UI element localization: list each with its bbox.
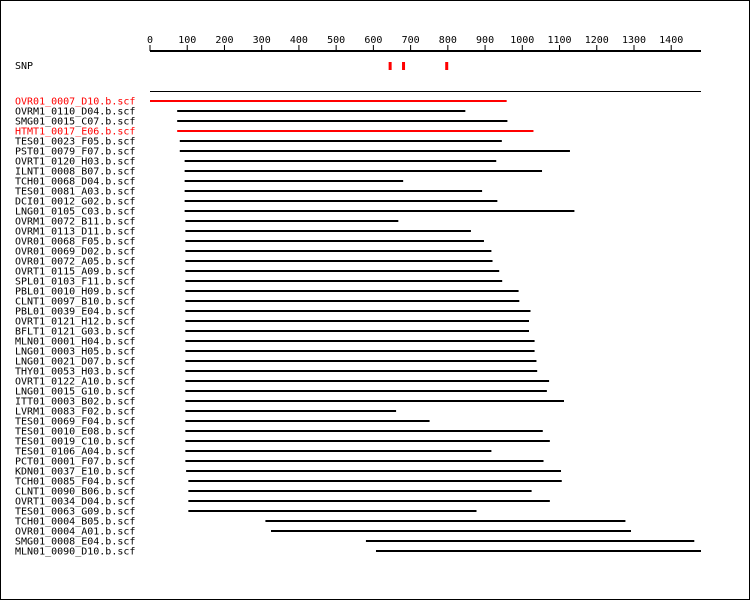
axis-tick-label: 100 (178, 35, 197, 46)
read-label: OVR01_0072_A05.b.scf (15, 256, 136, 268)
read-label: OVR01_0004_A01.b.scf (15, 526, 136, 538)
snp-marker (389, 62, 392, 70)
read-label: TES01_0063_G09.b.scf (15, 506, 136, 518)
read-label: MLN01_0090_D10.b.scf (15, 546, 136, 558)
read-label: TES01_0106_A04.b.scf (15, 446, 136, 458)
read-label: HTMT1_0017_E06.b.scf (15, 126, 136, 138)
read-label: SPL01_0103_F11.b.scf (15, 276, 136, 288)
axis-tick-label: 1300 (621, 35, 647, 46)
read-label: OVR01_0068_F05.b.scf (15, 236, 136, 248)
read-label: OVRM1_0110_D04.b.scf (15, 106, 136, 118)
read-label: OVRT1_0121_H12.b.scf (15, 316, 136, 328)
read-label: OVRT1_0122_A10.b.scf (15, 376, 136, 388)
read-label: CLNT1_0097_B10.b.scf (15, 296, 136, 308)
read-label: TES01_0081_A03.b.scf (15, 186, 136, 198)
snp-track (15, 61, 448, 72)
read-label: LNG01_0021_D07.b.scf (15, 356, 136, 368)
read-list (15, 97, 701, 558)
read-label: TCH01_0085_F04.b.scf (15, 476, 136, 488)
axis-tick-label: 300 (252, 35, 271, 46)
read-label: ITT01_0003_B02.b.scf (15, 396, 136, 408)
read-label: SMG01_0015_C07.b.scf (15, 116, 136, 128)
read-label: OVRT1_0115_A09.b.scf (15, 266, 136, 278)
read-label: TES01_0019_C10.b.scf (15, 436, 136, 448)
read-label: MLN01_0001_H04.b.scf (15, 336, 136, 348)
axis-tick-label: 500 (327, 35, 346, 46)
position-axis (147, 35, 701, 51)
read-label: OVR01_0069_D02.b.scf (15, 246, 136, 258)
read-label: LNG01_0105_C03.b.scf (15, 206, 136, 218)
read-label: OVRT1_0120_H03.b.scf (15, 156, 136, 168)
axis-tick-label: 1400 (659, 35, 684, 46)
read-label: TES01_0010_E08.b.scf (15, 426, 136, 438)
read-label: PST01_0079_F07.b.scf (15, 146, 136, 158)
read-alignment-chart (1, 1, 749, 599)
axis-tick-label: 600 (364, 35, 383, 46)
read-label: OVR01_0007_D10.b.scf (15, 96, 136, 108)
read-row (15, 547, 701, 558)
read-label: TCH01_0068_D04.b.scf (15, 176, 136, 188)
read-label: BFLT1_0121_G03.b.scf (15, 326, 136, 338)
axis-tick-label: 1100 (547, 35, 572, 46)
read-label: KDN01_0037_E10.b.scf (15, 466, 136, 478)
read-label: CLNT1_0090_B06.b.scf (15, 486, 136, 498)
read-label: PBL01_0039_E04.b.scf (15, 306, 136, 318)
read-label: PCT01_0001_F07.b.scf (15, 456, 136, 468)
axis-tick-label: 800 (438, 35, 457, 46)
read-label: TCH01_0004_B05.b.scf (15, 516, 136, 528)
read-label: TES01_0023_F05.b.scf (15, 136, 136, 148)
read-label: PBL01_0010_H09.b.scf (15, 286, 136, 298)
axis-tick-label: 0 (146, 35, 154, 46)
axis-tick-label: 200 (215, 35, 234, 46)
read-label: THY01_0053_H03.b.scf (15, 366, 136, 378)
read-label: TES01_0069_F04.b.scf (15, 416, 136, 428)
read-label: LNG01_0015_G10.b.scf (15, 386, 136, 398)
read-label: OVRM1_0072_B11.b.scf (15, 216, 136, 228)
snp-marker (402, 62, 405, 70)
read-label: ILNT1_0008_B07.b.scf (15, 166, 136, 178)
axis-tick-label: 1000 (510, 35, 535, 46)
axis-tick-label: 700 (401, 35, 420, 46)
read-label: SMG01_0008_E04.b.scf (15, 536, 136, 548)
snp-marker (445, 62, 448, 70)
axis-tick-label: 1200 (584, 35, 609, 46)
axis-tick-label: 900 (476, 35, 495, 46)
read-label: OVRM1_0113_D11.b.scf (15, 226, 136, 238)
read-label: LNG01_0003_H05.b.scf (15, 346, 136, 358)
snp-label: SNP (15, 61, 34, 72)
read-label: OVRT1_0034_D04.b.scf (15, 496, 136, 508)
axis-tick-label: 400 (289, 35, 308, 46)
read-label: DCI01_0012_G02.b.scf (15, 196, 136, 208)
read-label: LVRM1_0083_F02.b.scf (15, 406, 136, 418)
